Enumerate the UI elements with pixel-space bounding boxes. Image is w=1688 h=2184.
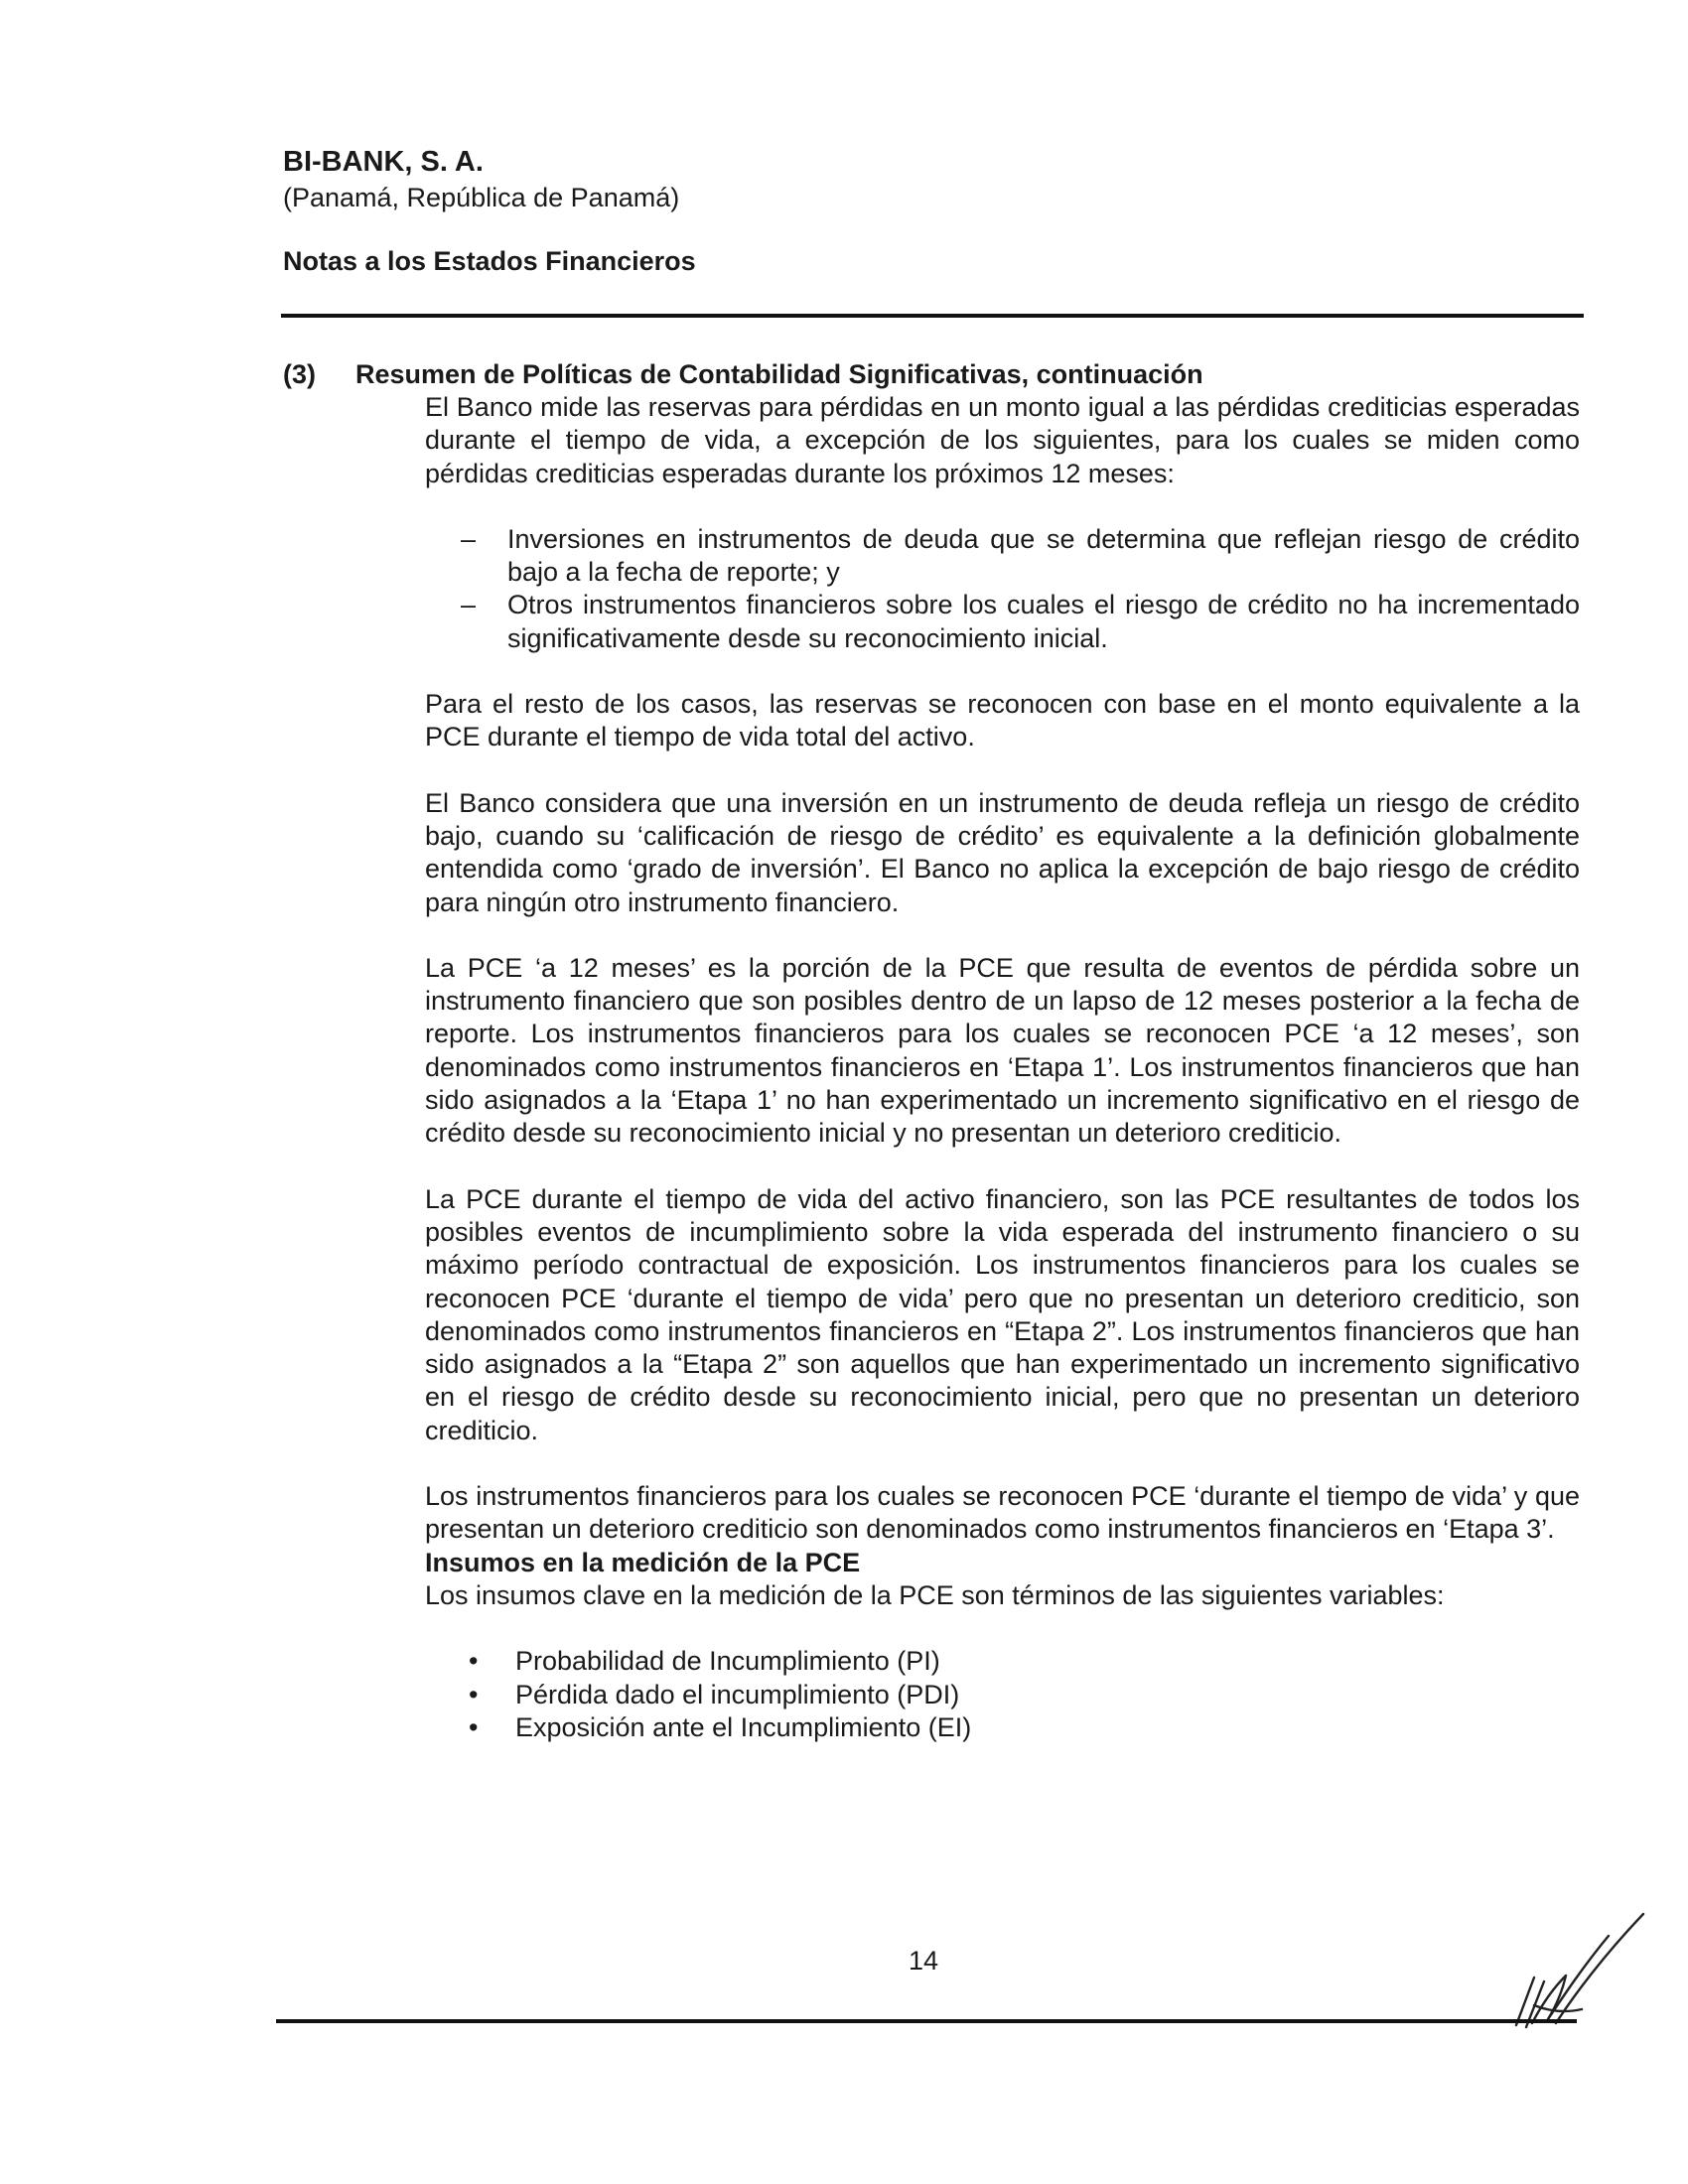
page-number: 14 bbox=[908, 1946, 939, 1976]
bullet-marker: • bbox=[469, 1679, 479, 1709]
list-item bbox=[425, 1679, 1580, 1711]
list-item-text: Pérdida dado el incumplimiento (PDI) bbox=[515, 1679, 960, 1709]
intro-paragraph: El Banco mide las reservas para pérdidas en un monto igual a las pérdidas crediticias esperadas durante el tiempo de vida, a excepción de los siguientes, para los cuales se miden como pérdidas crediticias esperadas durante los próximos 12 meses: bbox=[425, 392, 1580, 488]
note-body bbox=[425, 391, 1580, 1744]
company-name: BI-BANK, S. A. bbox=[283, 146, 484, 178]
subheading-pce-inputs: Insumos en la medición de la PCE bbox=[425, 1547, 861, 1577]
paragraph-stage-2: La PCE durante el tiempo de vida del activo financiero, son las PCE resultantes de todos los posibles eventos de incumplimiento sobre la vida esperada del instrumento financiero o su máximo período contractual de exposición. Los instrumentos financieros para los cuales se reconocen PCE ‘durante el tiempo de vida’ pero que no presentan un deterioro crediticio, son denominados como instrumentos financieros en “Etapa 2”. Los instrumentos financieros que han sido asignados a la “Etapa 2” son aquellos que han experimentado un incremento significativo en el riesgo de crédito desde su reconocimiento inicial, pero que no presentan un deterioro crediticio. bbox=[425, 1183, 1580, 1445]
list-item bbox=[425, 1711, 1580, 1744]
list-item-text: Probabilidad de Incumplimiento (PI) bbox=[515, 1646, 940, 1677]
paragraph-stage-3: Los instrumentos financieros para los cuales se reconocen PCE ‘durante el tiempo de vida’ y que presentan un deterioro crediticio son denominados como instrumentos financieros en ‘Etapa 3’. bbox=[425, 1481, 1580, 1545]
dash-marker: – bbox=[461, 590, 477, 620]
list-item-text: Otros instrumentos financieros sobre los cuales el riesgo de crédito no ha incrementado significativamente desde su reconocimiento inicial. bbox=[507, 590, 1580, 653]
dash-marker: – bbox=[461, 523, 477, 554]
section-title: Resumen de Políticas de Contabilidad Significativas, continuación bbox=[355, 359, 1203, 389]
list-item bbox=[425, 523, 1580, 590]
company-location: (Panamá, República de Panamá) bbox=[283, 183, 680, 212]
document-title: Notas a los Estados Financieros bbox=[283, 246, 696, 276]
list-item-text: Inversiones en instrumentos de deuda que se determina que reflejan riesgo de crédito bajo a la fecha de reporte; y bbox=[507, 523, 1580, 588]
paragraph-remaining-cases: Para el resto de los casos, las reservas se reconocen con base en el monto equivalente a la PCE durante el tiempo de vida total del activo. bbox=[425, 689, 1580, 752]
paragraph-stage-1: La PCE ‘a 12 meses’ es la porción de la PCE que resulta de eventos de pérdida sobre un instrumento financiero que son posibles dentro de un lapso de 12 meses posterior a la fecha de reporte. Los instrumentos financieros para los cuales se reconocen PCE ‘a 12 meses’, son denominados como instrumentos financieros en ‘Etapa 1’. Los instrumentos financieros que han sido asignados a la ‘Etapa 1’ no han experimentado un incremento significativo en el riesgo de crédito desde su reconocimiento inicial y no presentan un deterioro crediticio. bbox=[425, 952, 1580, 1149]
bullet-list bbox=[425, 1645, 1580, 1744]
inputs-intro: Los insumos clave en la medición de la PCE son términos de las siguientes variables: bbox=[425, 1579, 1445, 1610]
list-item bbox=[425, 1645, 1580, 1678]
header-rule bbox=[281, 314, 1584, 318]
bullet-marker: • bbox=[469, 1646, 479, 1677]
list-item-text: Exposición ante el Incumplimiento (EI) bbox=[515, 1711, 972, 1742]
dash-list bbox=[425, 523, 1580, 655]
section-number: (3) bbox=[283, 359, 316, 389]
bullet-marker: • bbox=[469, 1711, 479, 1742]
paragraph-low-credit-risk: El Banco considera que una inversión en un instrumento de deuda refleja un riesgo de crédito bajo, cuando su ‘calificación de riesgo de crédito’ es equivalente a la definición globalmente entendida como ‘grado de inversión’. El Banco no aplica la excepción de bajo riesgo de crédito para ningún otro instrumento financiero. bbox=[425, 787, 1580, 917]
list-item bbox=[425, 589, 1580, 655]
footer-rule bbox=[276, 2019, 1577, 2023]
signature-mark bbox=[1504, 1906, 1653, 2030]
